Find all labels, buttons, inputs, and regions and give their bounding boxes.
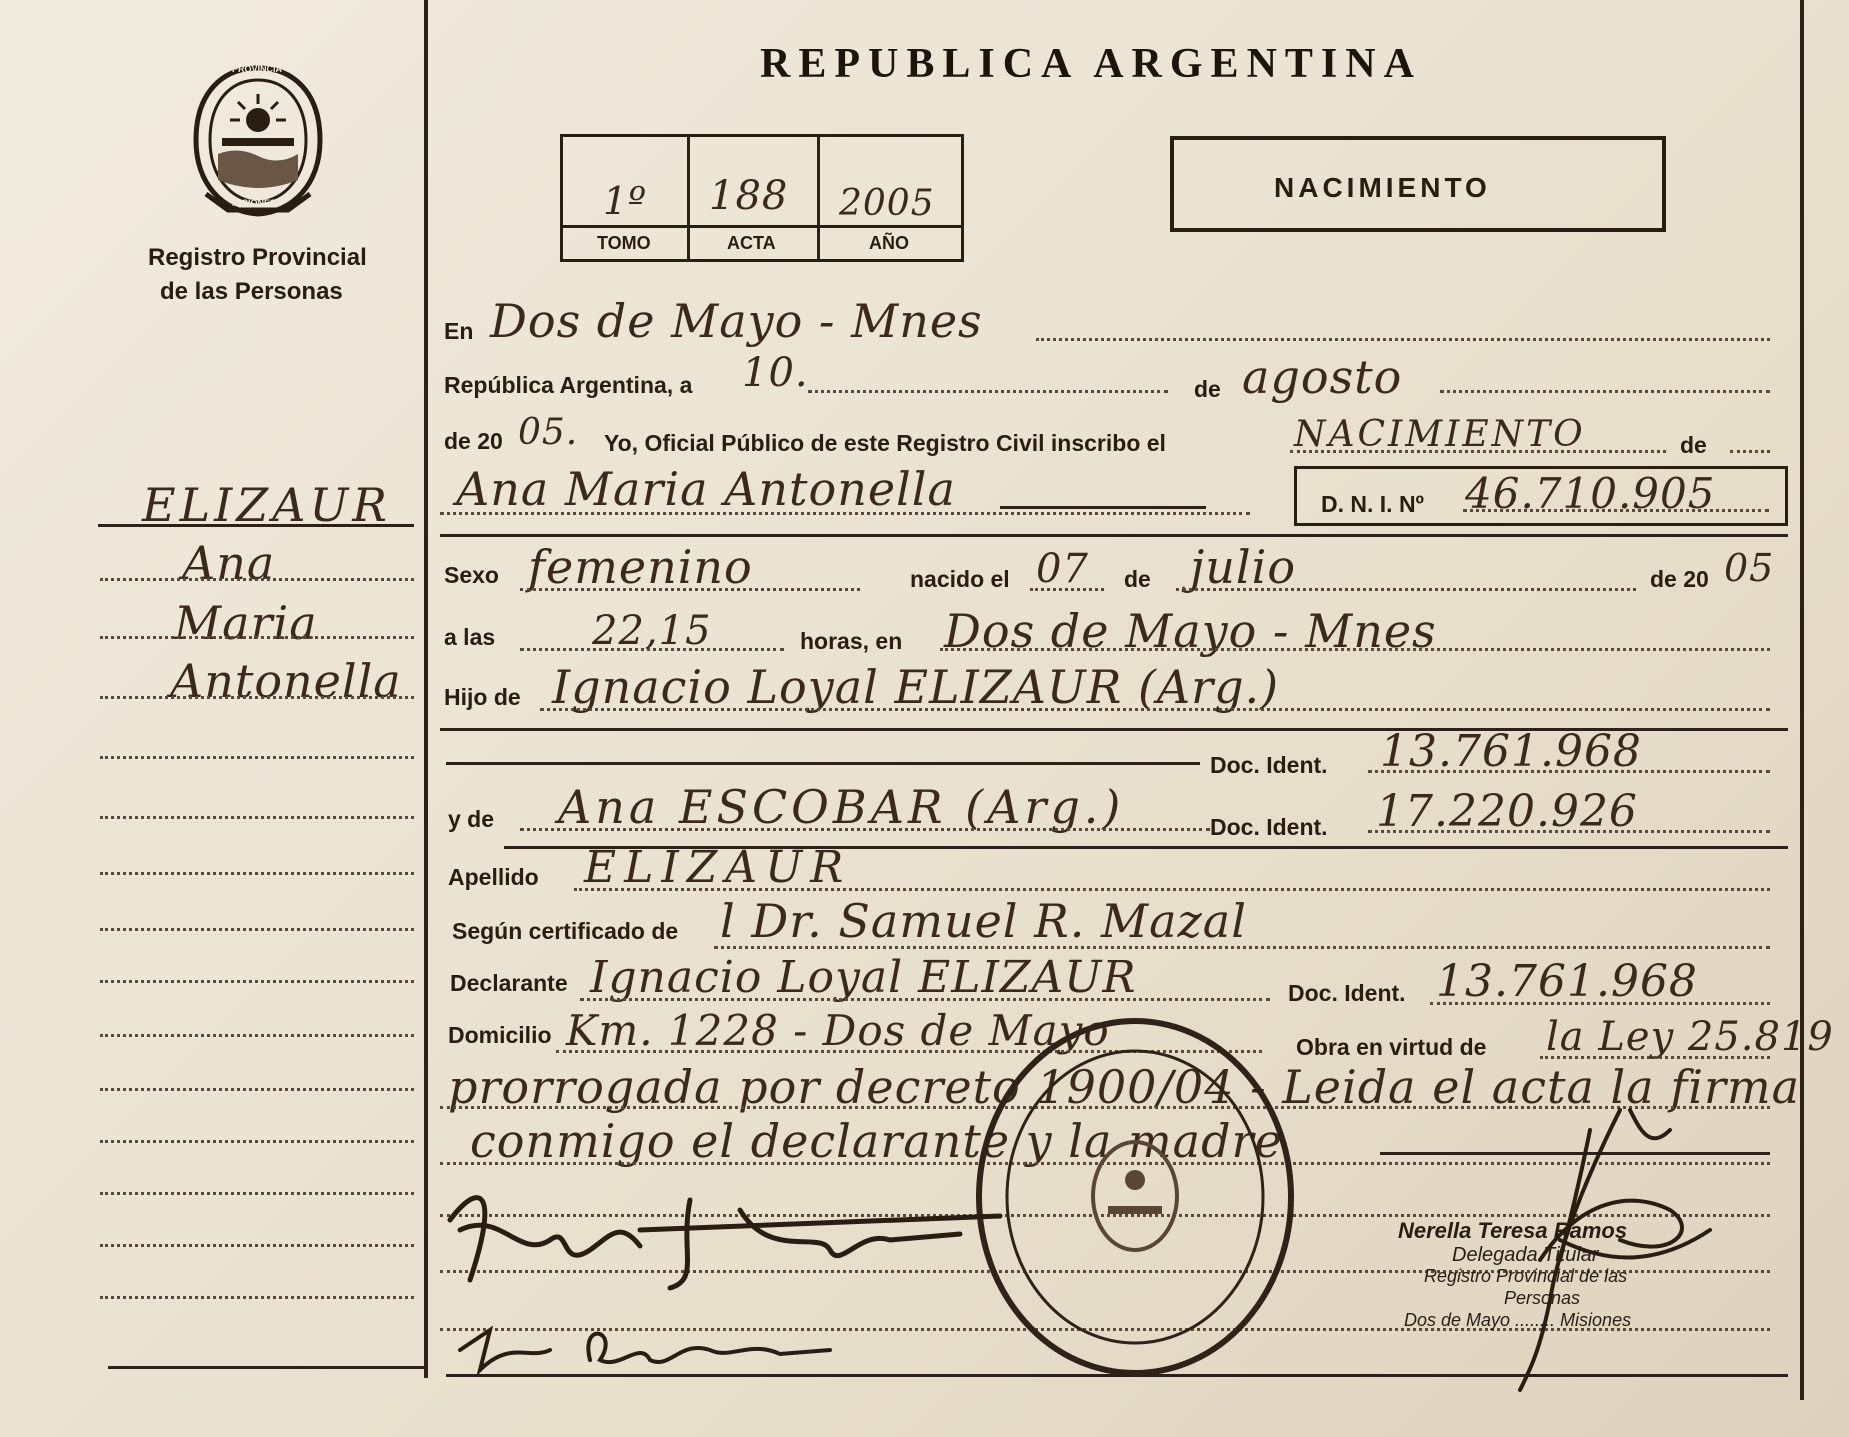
field-place: Dos de Mayo - Mnes <box>490 294 983 348</box>
label-obra-en-virtud: Obra en virtud de <box>1296 1034 1487 1060</box>
field-child-names: Ana Maria Antonella <box>456 462 956 516</box>
field-birth-year: 05 <box>1724 546 1775 590</box>
label-horas-en: horas, en <box>800 628 903 654</box>
label-doc-ident-father: Doc. Ident. <box>1210 752 1328 778</box>
official-location: Dos de Mayo ........ Misiones <box>1404 1310 1632 1330</box>
field-note-line2: conmigo el declarante y la madre <box>470 1114 1283 1168</box>
label-de-20-birth: de 20 <box>1650 566 1709 592</box>
field-certificate-by: l Dr. Samuel R. Mazal <box>720 894 1247 948</box>
margin-name-2: Maria <box>174 596 318 650</box>
field-mother-doc: 17.220.926 <box>1376 786 1638 837</box>
label-de-act: de <box>1680 432 1707 458</box>
registry-name-line1: Registro Provincial <box>148 244 367 271</box>
acta-label: ACTA <box>727 233 776 253</box>
official-name: Nerella Teresa Ramos <box>1398 1218 1628 1243</box>
label-de-month: de <box>1194 376 1221 402</box>
label-domicilio: Domicilio <box>448 1022 552 1048</box>
record-number-box <box>560 134 964 262</box>
official-office-line1: Registro Provincial de las <box>1424 1266 1628 1286</box>
document-type-box <box>1170 136 1666 232</box>
field-dni-number: 46.710.905 <box>1465 469 1716 518</box>
field-sex: femenino <box>528 540 753 594</box>
label-dni: D. N. I. Nº <box>1321 491 1424 517</box>
official-title: Delegada Titular <box>1452 1244 1599 1266</box>
field-birth-time: 22,15 <box>592 608 712 654</box>
document-type: NACIMIENTO <box>1274 172 1491 203</box>
field-declarant-doc: 13.761.968 <box>1436 956 1698 1007</box>
field-day: 10. <box>742 350 809 396</box>
field-father: Ignacio Loyal ELIZAUR (Arg.) <box>552 660 1280 714</box>
field-address: Km. 1228 - Dos de Mayo <box>566 1006 1110 1055</box>
label-doc-ident-mother: Doc. Ident. <box>1210 814 1328 840</box>
label-yo-oficial: Yo, Oficial Público de este Registro Civil inscribo el <box>604 430 1166 456</box>
label-declarante: Declarante <box>450 970 568 996</box>
label-a-las: a las <box>444 624 496 650</box>
field-birth-day: 07 <box>1036 546 1089 592</box>
field-note-line1: prorrogada por decreto 1900/04 - Leida el acta la firma <box>448 1060 1801 1114</box>
field-mother: Ana ESCOBAR (Arg.) <box>558 780 1125 834</box>
field-year-suffix: 05. <box>518 412 579 453</box>
margin-name-3: Antonella <box>170 654 402 708</box>
tomo-value: 1º <box>603 179 648 223</box>
label-de-20: de 20 <box>444 428 503 454</box>
label-segun-certificado: Según certificado de <box>452 918 679 944</box>
dni-box <box>1294 466 1788 526</box>
label-nacido-el: nacido el <box>910 566 1010 592</box>
country-title: REPUBLICA ARGENTINA <box>760 41 1422 87</box>
label-sexo: Sexo <box>444 562 499 588</box>
field-act-type: NACIMIENTO <box>1294 414 1586 455</box>
label-doc-ident-declarant: Doc. Ident. <box>1288 980 1406 1006</box>
right-border <box>1800 0 1804 1400</box>
provincial-seal-logo <box>188 62 328 220</box>
acta-value: 188 <box>709 173 789 219</box>
margin-name-1: Ana <box>182 536 276 590</box>
field-father-doc: 13.761.968 <box>1380 726 1642 777</box>
declarant-signature <box>440 1170 1040 1300</box>
anio-label: AÑO <box>869 233 909 253</box>
registry-name-line2: de las Personas <box>160 278 343 305</box>
label-hijo-de: Hijo de <box>444 684 521 710</box>
field-month: agosto <box>1242 350 1403 404</box>
seal-text-bottom: MISIONES <box>232 198 277 208</box>
margin-surname: ELIZAUR <box>142 478 391 532</box>
official-office-line2: Personas <box>1504 1288 1581 1308</box>
field-law: la Ley 25.819 <box>1546 1014 1834 1060</box>
label-y-de: y de <box>448 806 495 832</box>
field-surname: ELIZAUR <box>584 842 852 893</box>
seal-text-top: PROVINCIA <box>232 64 283 74</box>
anio-value: 2005 <box>839 183 935 224</box>
field-birth-month: julio <box>1190 540 1297 594</box>
mother-signature <box>450 1310 850 1386</box>
field-declarant: Ignacio Loyal ELIZAUR <box>590 952 1137 1003</box>
label-republica: República Argentina, a <box>444 372 693 398</box>
left-column-border <box>424 0 428 1378</box>
tomo-label: TOMO <box>597 233 651 253</box>
label-apellido: Apellido <box>448 864 539 890</box>
label-en: En <box>444 318 474 344</box>
label-de-birth-month: de <box>1124 566 1151 592</box>
field-birth-place: Dos de Mayo - Mnes <box>944 604 1437 658</box>
